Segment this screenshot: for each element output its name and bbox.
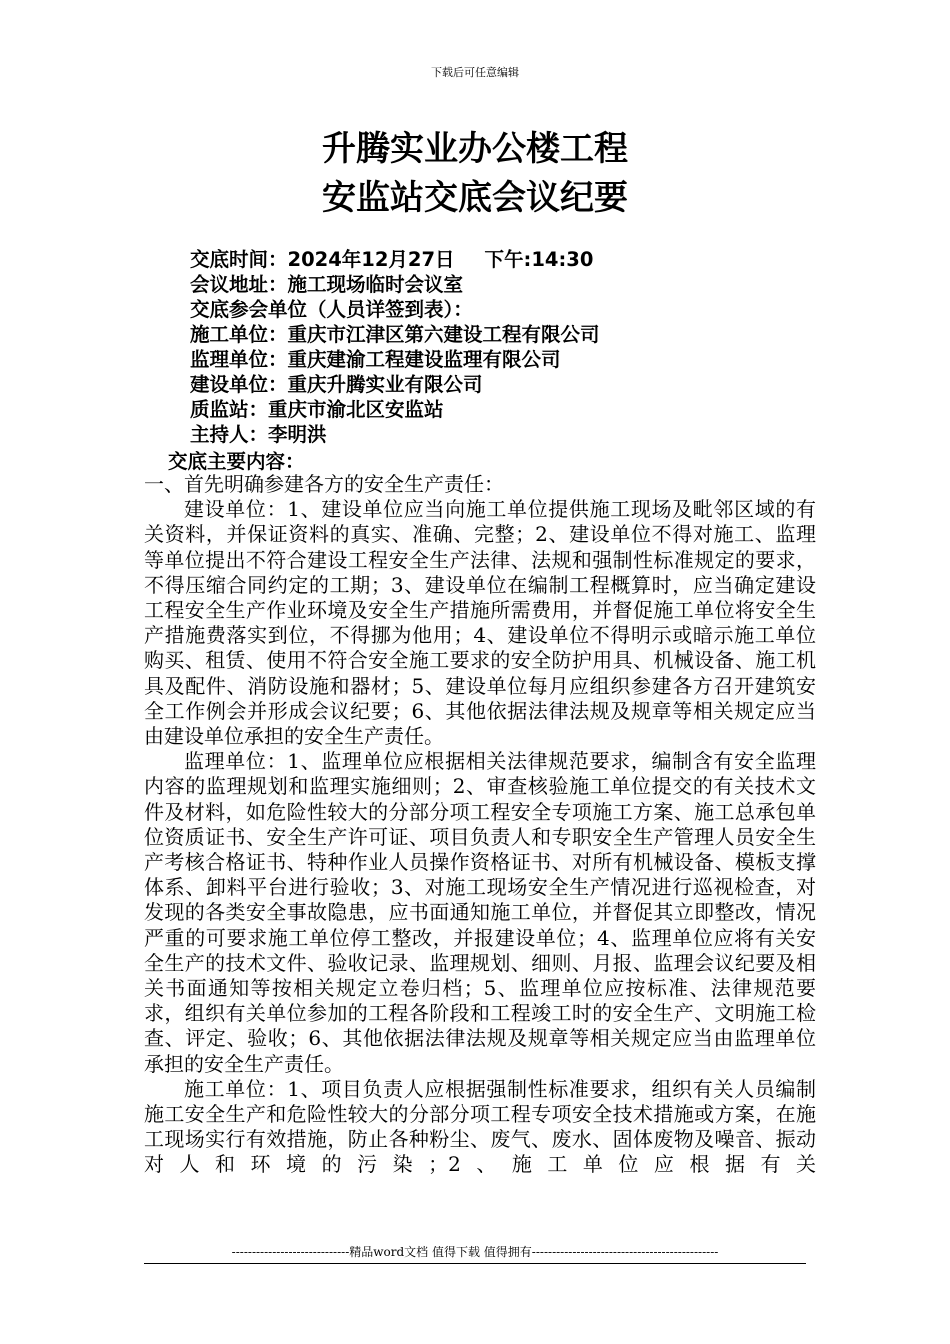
owner-unit: 建设单位：重庆升腾实业有限公司 (190, 373, 483, 396)
owner-responsibility-paragraph: 建设单位：1、建设单位应当向施工单位提供施工现场及毗邻区域的有关资料，并保证资料的真实、准确、完整；2、建设单位不得对施工、监理等单位提出不符合建设工程安全生产法律、法规和强制性标准规定的要求，不得压缩合同约定的工期；3、建设单位在编制工程概算时，应当确定建设工程安全生产作业环境及安全生产措施所需费用，并督促施工单位将安全生产措施费落实到位，不得挪为他用；4、建设单位不得明示或暗示施工单位购买、租赁、使用不符合安全施工要求的安全防护用具、机械设备、施工机具及配件、消防设施和器材；5、建设单位每月应组织参建各方召开建筑安全工作例会并形成会议纪要；6、其他依据法律法规及规章等相关规定应当由建设单位承担的安全生产责任。 (144, 497, 816, 749)
content-heading: 交底主要内容： (168, 450, 305, 473)
meeting-meta (190, 247, 600, 447)
meeting-location: 会议地址：施工现场临时会议室 (190, 273, 464, 296)
footer-note: -----------------------------精品word文档 值得下载 值得拥有---------------------------------------------- (231, 1245, 719, 1259)
quality-station: 质监站：重庆市渝北区安监站 (190, 398, 444, 421)
top-note: 下载后可任意编辑 (431, 66, 519, 79)
document-title-line2: 安监站交底会议纪要 (322, 178, 628, 218)
contractor-responsibility-paragraph: 施工单位：1、项目负责人应根据强制性标准要求，组织有关人员编制施工安全生产和危险性较大的分部分项工程专项安全技术措施或方案，在施工现场实行有效措施，防止各种粉尘、废气、废水、固体废物及噪音、振动对人和环境的污染；2、施工单位应根据有关 (144, 1076, 816, 1177)
contractor-unit: 施工单位：重庆市江津区第六建设工程有限公司 (190, 323, 600, 346)
meeting-time-pm: 下午:14:30 (484, 248, 594, 271)
supervisor-responsibility-paragraph: 监理单位：1、监理单位应根据相关法律规范要求，编制含有安全监理内容的监理规划和监理实施细则；2、审查核验施工单位提交的有关技术文件及材料，如危险性较大的分部分项工程安全专项施工方案、施工总承包单位资质证书、安全生产许可证、项目负责人和专职安全生产管理人员安全生产考核合格证书、特种作业人员操作资格证书、对所有机械设备、模板支撑体系、卸料平台进行验收；3、对施工现场安全生产情况进行巡视检查，对发现的各类安全事故隐患，应书面通知施工单位，并督促其立即整改，情况严重的可要求施工单位停工整改，并报建设单位；4、监理单位应将有关安全生产的技术文件、验收记录、监理规划、细则、月报、监理会议纪要及相关书面通知等按相关规定立卷归档；5、监理单位应按标准、法律规范要求，组织有关单位参加的工程各阶段和工程竣工时的安全生产、文明施工检查、评定、验收；6、其他依据法律法规及规章等相关规定应当由监理单位承担的安全生产责任。 (144, 749, 816, 1076)
meeting-time-line (190, 247, 600, 272)
supervisor-unit: 监理单位：重庆建渝工程建设监理有限公司 (190, 348, 561, 371)
meeting-host: 主持人：李明洪 (190, 423, 327, 446)
document-title-line1: 升腾实业办公楼工程 (322, 129, 628, 169)
meeting-participants: 交底参会单位（人员详签到表）： (190, 298, 473, 321)
footer-divider (144, 1263, 806, 1264)
meeting-time: 交底时间：2024年12月27日 (190, 248, 455, 271)
document-body (144, 472, 816, 1178)
section-intro: 一、首先明确参建各方的安全生产责任： (144, 472, 504, 496)
